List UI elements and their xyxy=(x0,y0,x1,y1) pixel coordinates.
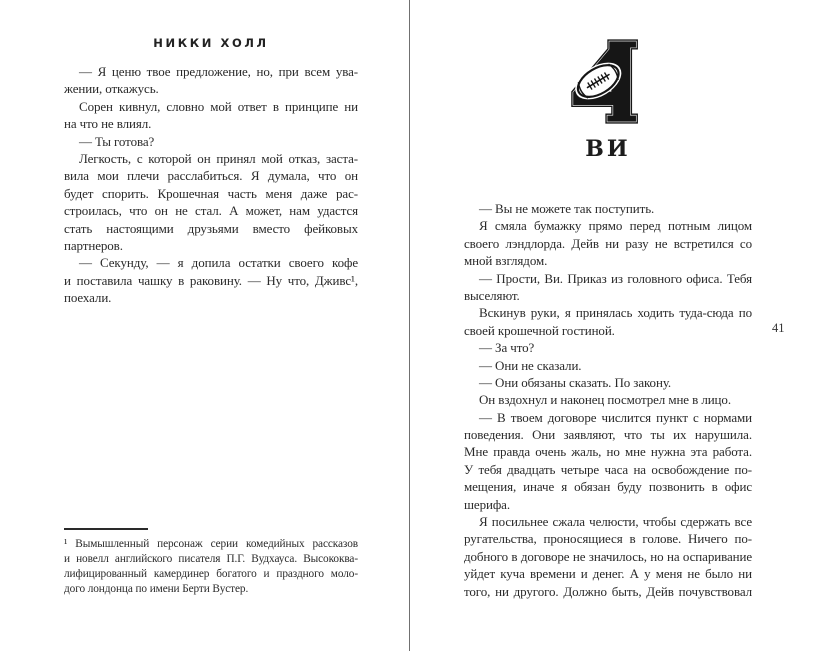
text-line: выселяют. xyxy=(464,287,520,303)
text-line: и новелл английского писателя П.Г. Вудхауса. Высококва- xyxy=(64,552,358,565)
text-line: — Они обязаны сказать. По закону. xyxy=(479,374,672,390)
text-line: на что не влиял. xyxy=(64,116,152,132)
text-line: — За что? xyxy=(479,340,535,356)
text-line: жении, откажусь. xyxy=(64,81,159,97)
text-line: — Они не сказали. xyxy=(479,357,582,373)
right-page-text xyxy=(464,200,752,600)
text-line: — Вы не можете так поступить. xyxy=(479,201,655,216)
text-line: — В твоем договоре числится пункт с нормами xyxy=(479,409,752,425)
text-line: ругательства, проносящиеся в голове. Ничего по- xyxy=(464,531,752,547)
footnote-text xyxy=(64,537,358,597)
text-line: мной взглядом. xyxy=(464,253,548,269)
text-line: того, ни другого. Должно быть, Дейв почувствовал xyxy=(464,583,752,599)
text-line: партнеров. xyxy=(64,237,123,253)
text-line: — Прости, Ви. Приказ из головного офиса. Тебя xyxy=(479,270,752,286)
chapter-number-ornament xyxy=(569,37,647,127)
text-line: добного в договоре не значилось, но на оспаривание xyxy=(464,548,752,564)
text-line: Я смяла бумажку прямо перед потным лицом xyxy=(479,218,752,234)
text-line: дого лондонца по имени Берти Вустер. xyxy=(64,582,249,595)
text-line: Мне правда очень жаль, но мне нужна эта работа. xyxy=(464,444,752,460)
text-line: поведения. Они заявляют, что ты их нарушила. xyxy=(464,427,752,443)
footnote xyxy=(64,528,358,597)
left-page-text xyxy=(64,63,358,306)
text-line: ¹ Вымышленный персонаж серии комедийных рассказов xyxy=(64,537,358,550)
text-line: Я посильнее сжала челюсти, чтобы сдержать все xyxy=(479,514,752,530)
text-line: строилась, что он не стал. А может, нам удастся xyxy=(64,203,358,219)
text-line: Он вздохнул и наконец посмотрел мне в лицо. xyxy=(479,392,731,408)
text-line: своего лэндлорда. Дейв ни разу не встретился со xyxy=(464,235,752,251)
right-page[interactable] xyxy=(464,0,752,600)
text-line: — Я ценю твое предложение, но, при всем ува- xyxy=(79,64,358,79)
running-header: НИККИ ХОЛЛ xyxy=(153,36,269,50)
text-line: Сорен кивнул, словно мой ответ в принципе ни xyxy=(79,98,358,114)
football-icon xyxy=(569,37,647,127)
text-line: вила мои плечи расслабиться. Я думала, что он xyxy=(64,168,358,184)
text-line: шерифа. xyxy=(464,496,510,512)
text-line: стать настоящими друзьями вместо фейковых xyxy=(64,220,358,236)
text-line: будет спорить. Крошечная часть меня даже рас- xyxy=(64,185,358,201)
text-line: У тебя двадцать четыре часа на освобождение по- xyxy=(464,461,752,477)
text-line: и поставила чашку в раковину. — Ну что, Дживс¹, xyxy=(64,272,358,288)
page-number: 41 xyxy=(772,321,785,335)
text-line: — Ты готова? xyxy=(79,133,155,149)
text-line: своей крошечной гостиной. xyxy=(464,322,615,338)
text-line: мещения, иначе я обязан буду позвонить в офис xyxy=(464,479,752,495)
text-line: уйдет куча времени и денег. А у меня не было ни xyxy=(464,566,752,582)
left-page[interactable] xyxy=(64,36,358,306)
footnote-separator xyxy=(64,528,148,530)
chapter-title: ВИ xyxy=(585,136,631,162)
text-line: — Секунду, — я допила остатки своего кофе xyxy=(79,255,358,271)
text-line: поехали. xyxy=(64,290,112,306)
text-line: Легкость, с которой он принял мой отказ, заста- xyxy=(79,150,358,166)
text-line: лифицированный камердинер богатого и праздного моло- xyxy=(64,567,358,580)
text-line: Вскинув руки, я принялась ходить туда-сюда по xyxy=(479,305,752,321)
page-gutter-divider xyxy=(409,0,410,651)
